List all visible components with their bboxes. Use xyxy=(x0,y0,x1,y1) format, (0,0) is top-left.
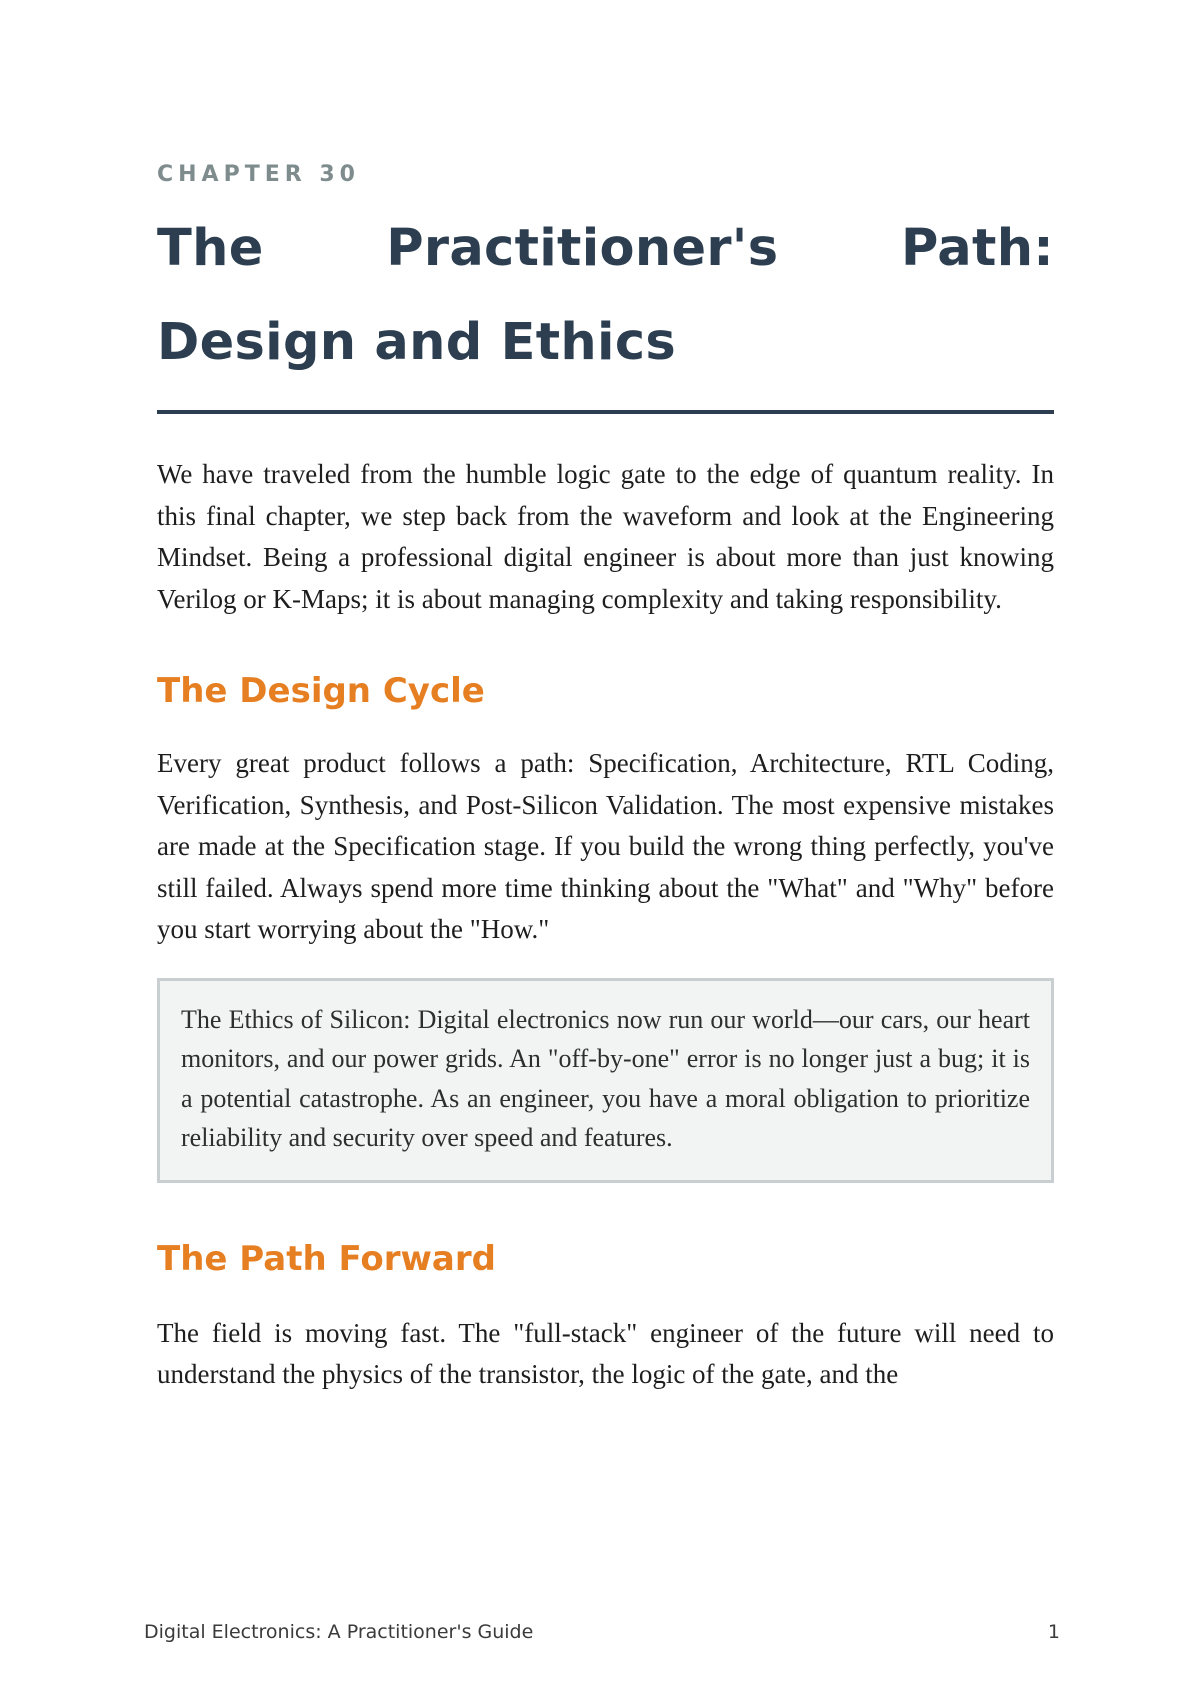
chapter-title: The Practitioner's Path: Design and Ethics xyxy=(157,219,1054,372)
page-content xyxy=(157,160,1054,1396)
intro-paragraph: We have traveled from the humble logic gate to the edge of quantum reality. In this final chapter, we step back from the waveform and look at the Engineering Mindset. Being a professional digital engineer is about more than just knowing Verilog or K-Maps; it is about managing complexity and taking responsibility. xyxy=(157,459,1054,614)
footer-book-title: Digital Electronics: A Practitioner's Guide xyxy=(144,1621,534,1643)
ethics-callout-text: The Ethics of Silicon: Digital electronics now run our world—our cars, our heart monitors, and our power grids. An "off-by-one" error is no longer just a bug; it is a potential catastrophe. As an engineer, you have a moral obligation to prioritize reliability and security over speed and features. xyxy=(181,1004,1030,1152)
chapter-label: CHAPTER 30 xyxy=(157,162,360,187)
ethics-callout-box xyxy=(157,978,1054,1183)
footer-page-number: 1 xyxy=(1047,1621,1060,1643)
section-heading-design-cycle: The Design Cycle xyxy=(157,671,485,711)
title-divider xyxy=(157,410,1054,414)
section-heading-path-forward: The Path Forward xyxy=(157,1238,496,1279)
design-cycle-paragraph: Every great product follows a path: Specification, Architecture, RTL Coding, Verification, Synthesis, and Post-Silicon Validation. The most expensive mistakes are made at the Specification stage. If you build the wrong thing perfectly, you've still failed. Always spend more time thinking about the "What" and "Why" before you start worrying about the "How." xyxy=(157,748,1054,944)
path-forward-paragraph: The field is moving fast. The "full-stack" engineer of the future will need to understand the physics of the transistor, the logic of the gate, and the xyxy=(157,1317,1054,1389)
